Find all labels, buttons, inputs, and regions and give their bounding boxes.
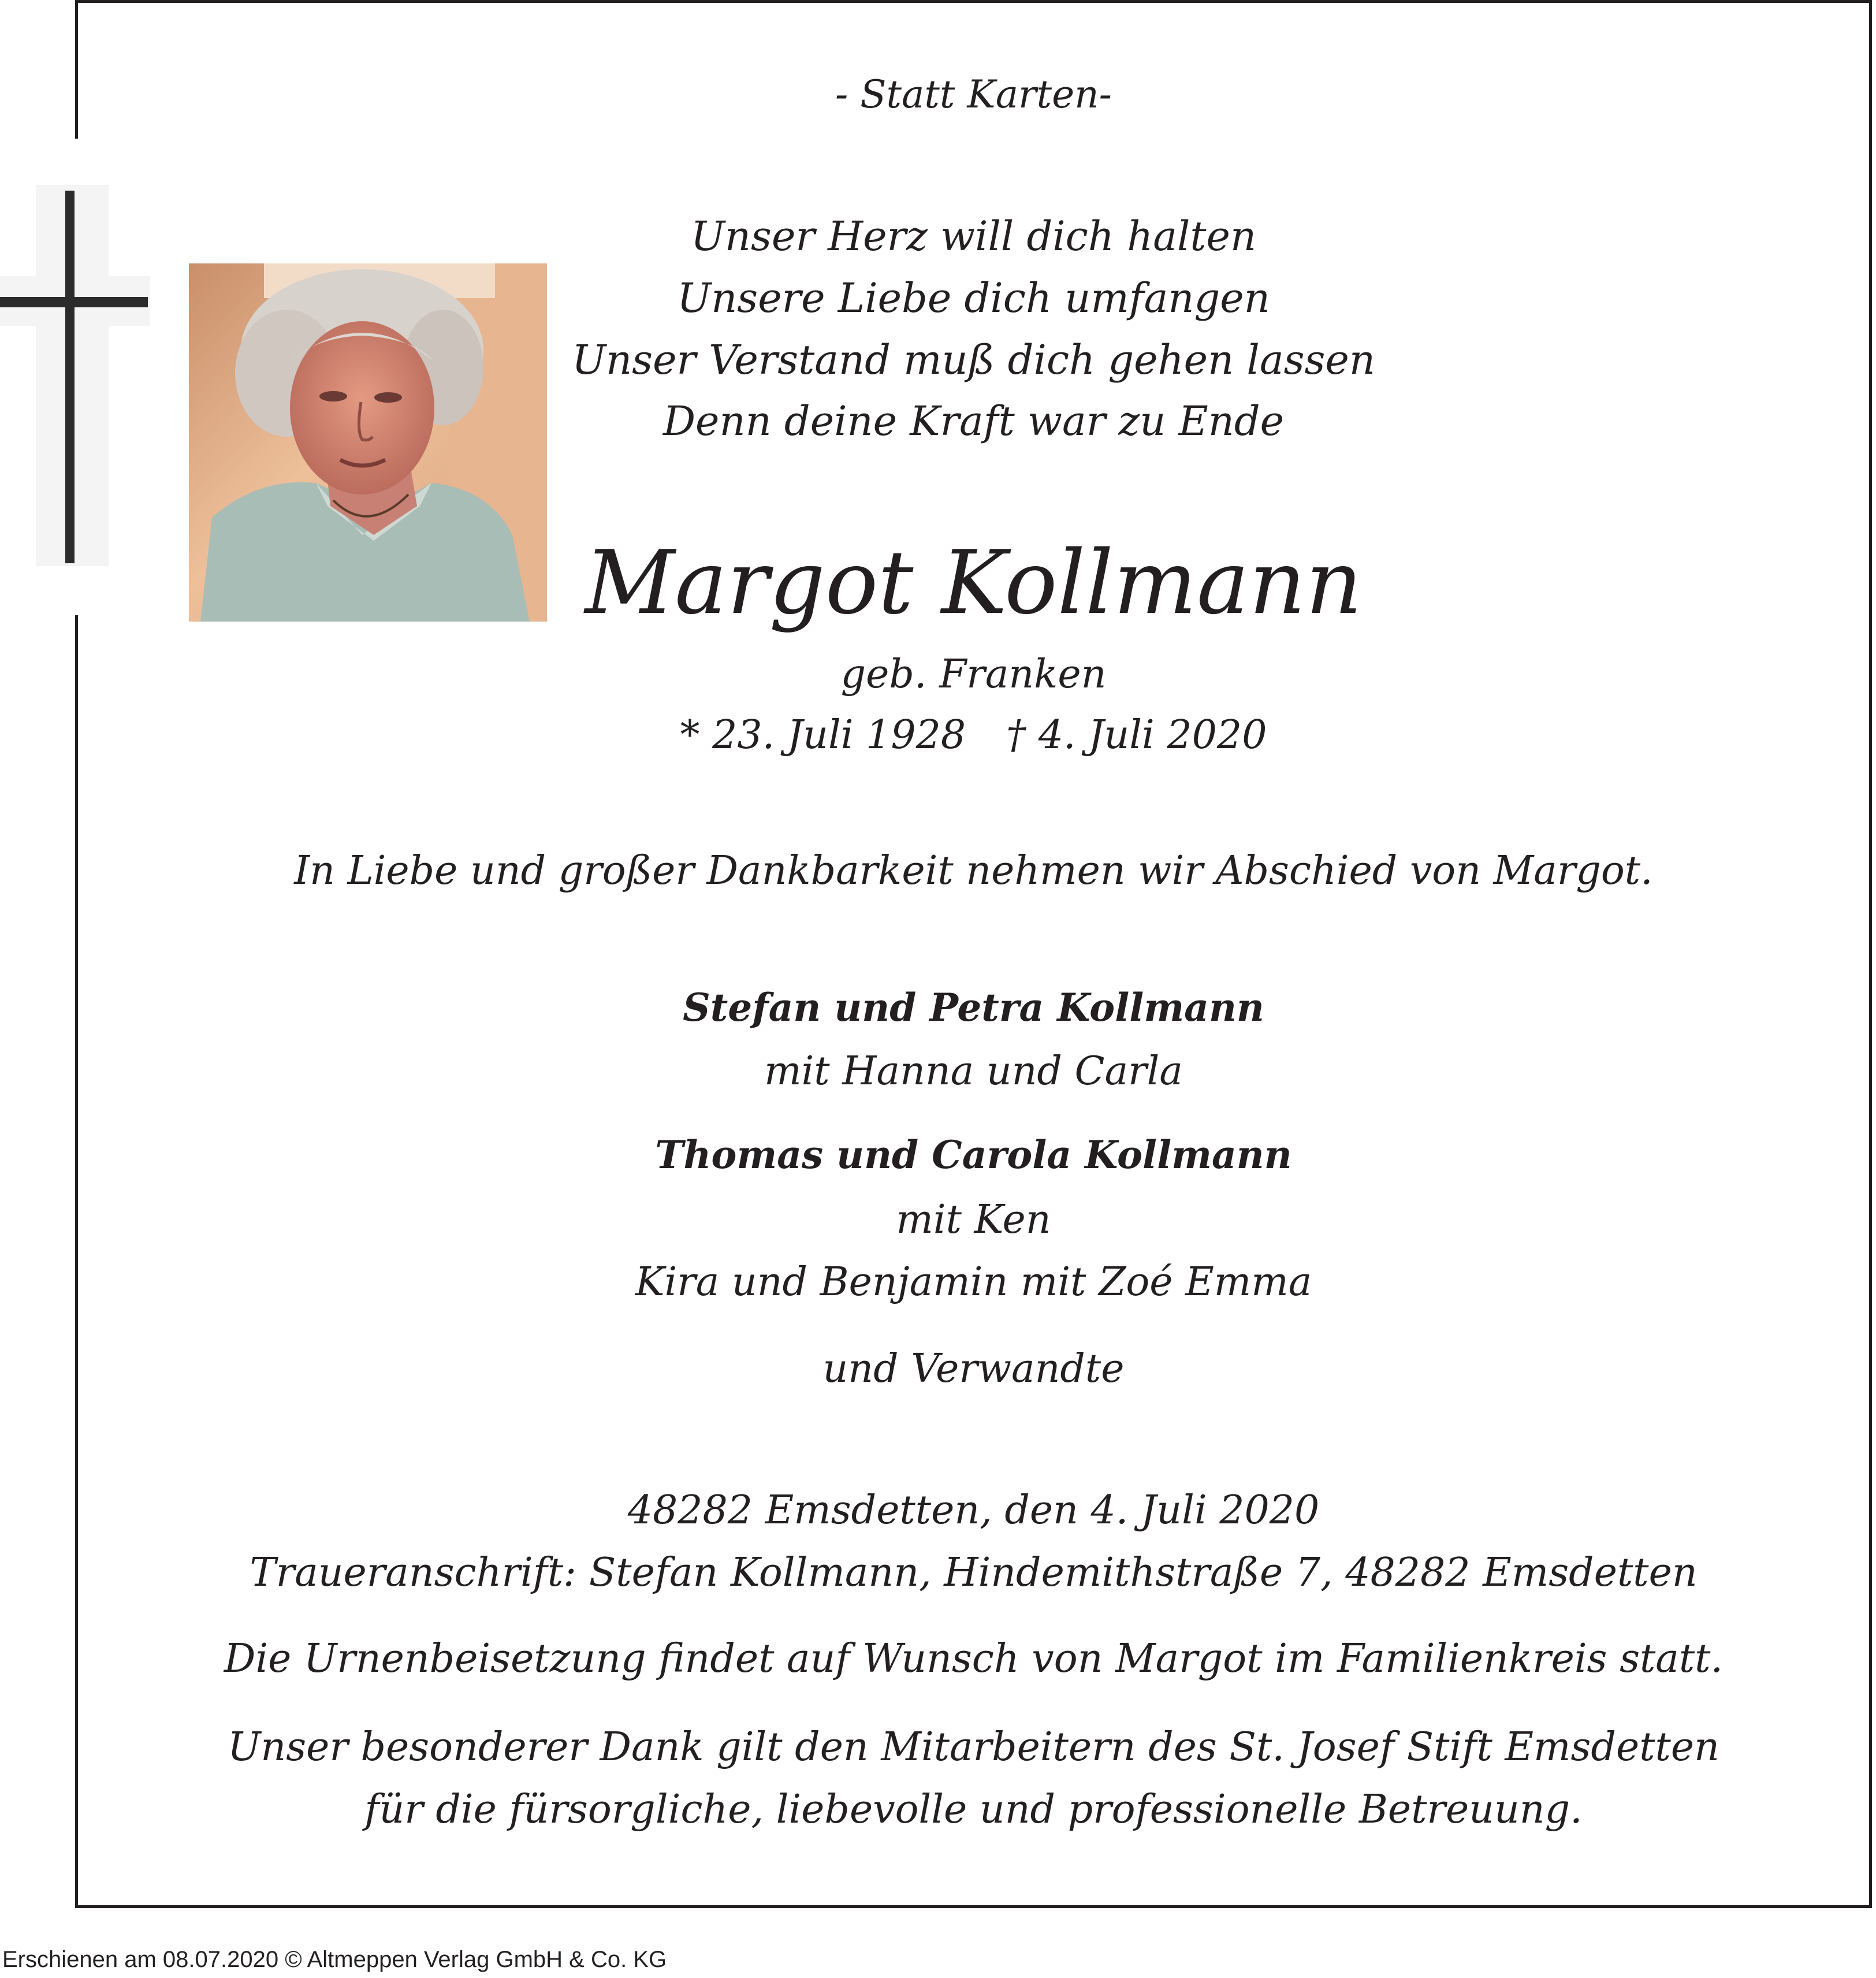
- life-dates: [78, 712, 1869, 758]
- statt-karten-heading: - Statt Karten-: [835, 72, 1112, 117]
- maiden-name: geb. Franken: [840, 652, 1107, 697]
- family-name: Stefan und Petra Kollmann: [683, 985, 1264, 1030]
- poem-line: Unsere Liebe dich umfangen: [677, 274, 1270, 322]
- thanks-line: für die fürsorgliche, liebevolle und professionelle Betreuung.: [364, 1787, 1583, 1832]
- birth-date: * 23. Juli 1928: [680, 712, 966, 758]
- deceased-name: Margot Kollmann: [585, 531, 1363, 634]
- mourning-address: Traueranschrift: Stefan Kollmann, Hindemithstraße 7, 48282 Emsdetten: [250, 1550, 1698, 1596]
- frame-border-left-upper: [75, 0, 78, 139]
- burial-note: Die Urnenbeisetzung findet auf Wunsch von Margot im Familienkreis statt.: [224, 1636, 1724, 1682]
- family-members: mit Hanna und Carla: [764, 1049, 1183, 1094]
- frame-border-bottom: [75, 1905, 1872, 1908]
- farewell-text: In Liebe und großer Dankbarkeit nehmen wir Abschied von Margot.: [294, 848, 1653, 894]
- poem-line: Denn deine Kraft war zu Ende: [662, 397, 1285, 445]
- publication-footer: Erschienen am 08.07.2020 © Altmeppen Verlag GmbH & Co. KG: [2, 1947, 667, 1972]
- thanks-line: Unser besonderer Dank gilt den Mitarbeitern des St. Josef Stift Emsdetten: [228, 1724, 1719, 1770]
- family-members: Kira und Benjamin mit Zoé Emma: [635, 1259, 1312, 1305]
- frame-border-top: [75, 0, 1871, 3]
- death-date: † 4. Juli 2020: [1006, 712, 1267, 758]
- frame-border-right: [1869, 0, 1872, 1908]
- place-date: 48282 Emsdetten, den 4. Juli 2020: [627, 1488, 1320, 1533]
- family-name: Thomas und Carola Kollmann: [655, 1132, 1292, 1177]
- poem-line: Unser Herz will dich halten: [690, 213, 1257, 260]
- family-members: mit Ken: [896, 1197, 1051, 1243]
- poem-line: Unser Verstand muß dich gehen lassen: [572, 336, 1375, 384]
- relatives-text: und Verwandte: [822, 1346, 1125, 1392]
